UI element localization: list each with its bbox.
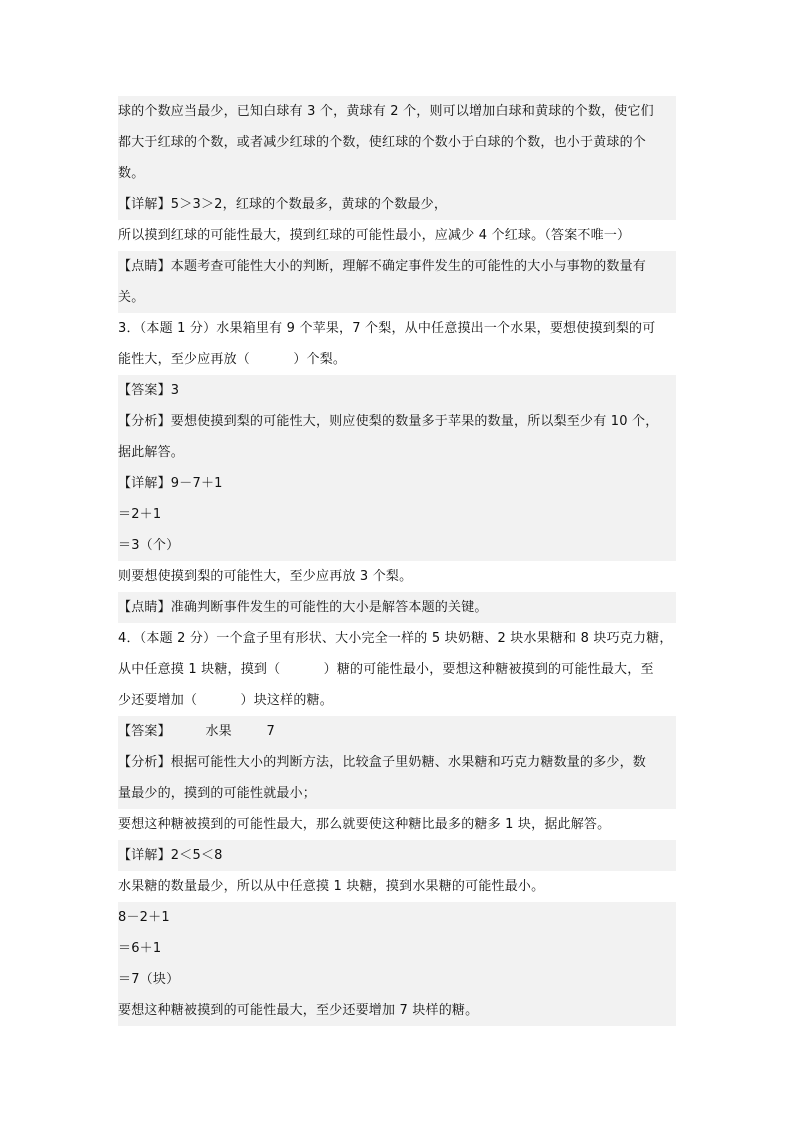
text-line: 据此解答。 — [118, 437, 676, 468]
text-line: 则要想使摸到梨的可能性大，至少应再放 3 个梨。 — [118, 569, 413, 584]
note-line: 【点睛】准确判断事件发生的可能性的大小是解答本题的关键。 — [118, 592, 676, 623]
equation-line: 8－2＋1 — [118, 902, 676, 933]
question-4-line: 4．（本题 2 分）一个盒子里有形状、大小完全一样的 5 块奶糖、2 块水果糖和 8 块巧克力糖， — [118, 631, 673, 646]
equation-line: ＝6＋1 — [118, 933, 676, 964]
equation-line: ＝2＋1 — [118, 499, 676, 530]
equation-line: ＝7（块） — [118, 964, 676, 995]
text-line: 数。 — [118, 158, 676, 189]
text-line: 球的个数应当最少，已知白球有 3 个，黄球有 2 个，则可以增加白球和黄球的个数，使它们 — [118, 96, 676, 127]
detail-line: 【详解】9－7＋1 — [118, 468, 676, 499]
detail-line: 【详解】5＞3＞2，红球的个数最多，黄球的个数最少， — [118, 189, 676, 220]
question-3-line: 3．（本题 1 分）水果箱里有 9 个苹果，7 个梨，从中任意摸出一个水果，要想使摸到梨的可 — [118, 321, 656, 336]
text-line: 要想这种糖被摸到的可能性最大，至少还要增加 7 块样的糖。 — [118, 995, 676, 1026]
text-line: 要想这种糖被摸到的可能性最大，那么就要使这种糖比最多的糖多 1 块，据此解答。 — [118, 817, 611, 832]
detail-line: 【详解】2＜5＜8 — [118, 840, 676, 871]
text-line: 水果糖的数量最少，所以从中任意摸 1 块糖，摸到水果糖的可能性最小。 — [118, 879, 545, 894]
text-line: 所以摸到红球的可能性最大，摸到红球的可能性最小，应减少 4 个红球。（答案不唯一） — [118, 228, 631, 243]
question-4-line: 从中任意摸 1 块糖，摸到（ ）糖的可能性最小，要想这种糖被摸到的可能性最大，至 — [118, 662, 654, 677]
text-line: 都大于红球的个数，或者减少红球的个数，使红球的个数小于白球的个数，也小于黄球的个 — [118, 127, 676, 158]
note-line: 【点睛】本题考查可能性大小的判断，理解不确定事件发生的可能性的大小与事物的数量有 — [118, 251, 676, 282]
text-line: 量最少的，摸到的可能性就最小； — [118, 778, 676, 809]
analysis-line: 【分析】根据可能性大小的判断方法，比较盒子里奶糖、水果糖和巧克力糖数量的多少，数 — [118, 747, 676, 778]
equation-line: ＝3（个） — [118, 530, 676, 561]
question-4-line: 少还要增加（ ）块这样的糖。 — [118, 693, 333, 708]
answer-line: 【答案】 水果 7 — [118, 716, 676, 747]
question-3-line: 能性大，至少应再放（ ）个梨。 — [118, 352, 347, 367]
text-line: 关。 — [118, 282, 676, 313]
answer-line: 【答案】3 — [118, 375, 676, 406]
document-body — [118, 96, 676, 1026]
analysis-line: 【分析】要想使摸到梨的可能性大，则应使梨的数量多于苹果的数量，所以梨至少有 10 个， — [118, 406, 676, 437]
